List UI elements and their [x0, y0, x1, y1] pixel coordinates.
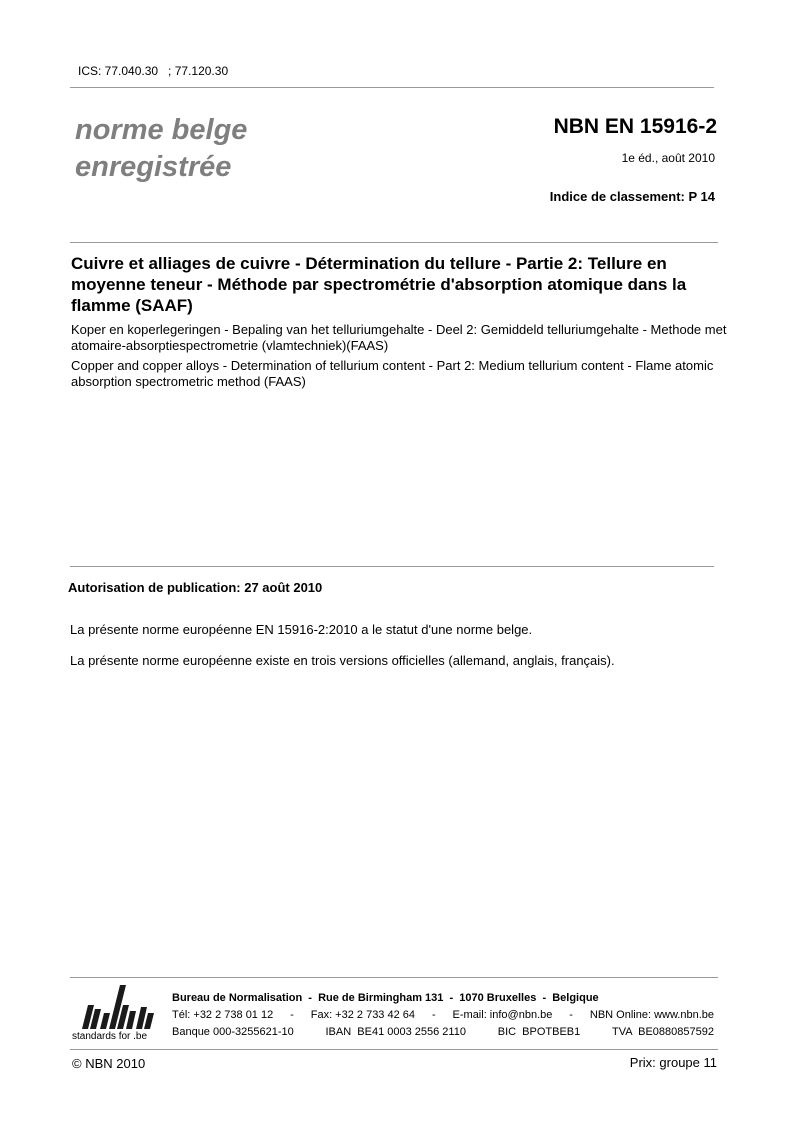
header-divider [70, 87, 714, 88]
separator: - [431, 1009, 436, 1021]
edition-date: 1e éd., août 2010 [621, 151, 715, 165]
status-paragraph: La présente norme européenne EN 15916-2:2010 a le statut d'une norme belge. [70, 622, 533, 637]
brand-line-2: enregistrée [75, 151, 232, 183]
website: NBN Online: www.nbn.be [589, 1009, 714, 1021]
copyright: © NBN 2010 [72, 1056, 146, 1071]
title-dutch: Koper en koperlegeringen - Bepaling van het telluriumgehalte - Deel 2: Gemiddeld telluriumgehalte - Methode met atomaire-absorptiespectrometrie (vlamtechniek)(FAAS) [71, 322, 727, 353]
brand-line-1: norme belge [75, 114, 248, 146]
separator: - [290, 1009, 294, 1021]
nbn-logo-icon [76, 983, 162, 1031]
title-divider-bottom [70, 566, 714, 567]
bic: BIC BPOTBEB1 [497, 1026, 581, 1038]
separator: - [569, 1009, 573, 1021]
ics-codes: ICS: 77.040.30 ; 77.120.30 [78, 64, 229, 78]
bank-account: Banque 000-3255621-10 [172, 1026, 294, 1038]
iban: IBAN BE41 0003 2556 2110 [325, 1026, 466, 1038]
vat-number: TVA BE0880857592 [612, 1026, 714, 1038]
copyright-divider [70, 1049, 718, 1050]
fax-number: Fax: +32 2 733 42 64 [310, 1009, 416, 1021]
standard-number: NBN EN 15916-2 [553, 115, 717, 138]
organisation-address: Bureau de Normalisation - Rue de Birmingham 131 - 1070 Bruxelles - Belgique [172, 992, 599, 1004]
title-french: Cuivre et alliages de cuivre - Détermination du tellure - Partie 2: Tellure en moyenne teneur - Méthode par spectrométrie d'absorption atomique dans la flamme (SAAF) [71, 254, 687, 315]
publication-authorisation: Autorisation de publication: 27 août 2010 [68, 580, 323, 595]
contact-line [172, 1009, 714, 1021]
phone-number: Tél: +32 2 738 01 12 [172, 1009, 274, 1021]
footer-divider [70, 977, 718, 978]
title-english: Copper and copper alloys - Determination of tellurium content - Part 2: Medium tellurium content - Flame atomic absorption spectrometric method (FAAS) [71, 358, 714, 389]
price-group: Prix: groupe 11 [629, 1055, 717, 1070]
versions-paragraph: La présente norme européenne existe en trois versions officielles (allemand, anglais, français). [70, 653, 615, 668]
email-address: E-mail: info@nbn.be [452, 1009, 553, 1021]
bank-details [172, 1026, 714, 1038]
classification-index: Indice de classement: P 14 [549, 189, 715, 204]
title-divider-top [70, 242, 718, 243]
brand-title [75, 112, 247, 186]
logo-tagline: standards for .be [72, 1031, 148, 1042]
